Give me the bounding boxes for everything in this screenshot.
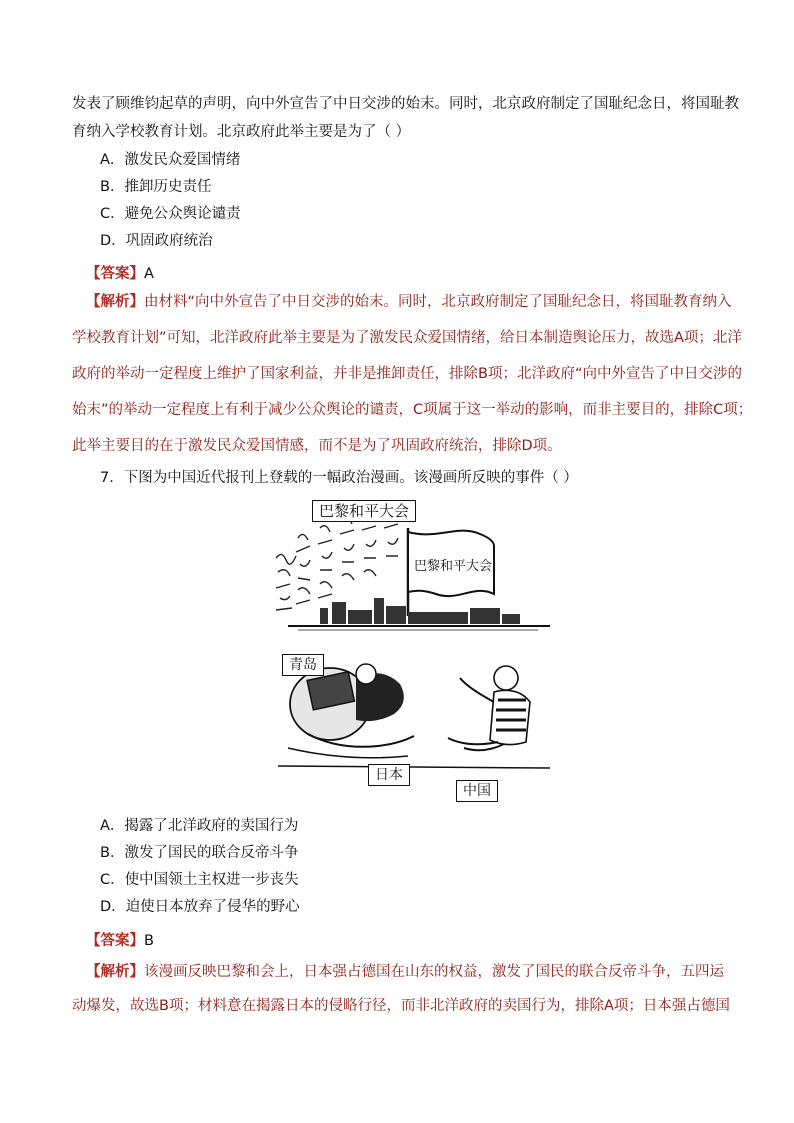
q6-analysis-line-1 xyxy=(86,292,732,312)
q7-option-b: B．激发了国民的联合反帝斗争 xyxy=(100,845,299,861)
q6-answer-label: 【答案】 xyxy=(86,266,144,282)
q7-analysis-label: 【解析】 xyxy=(86,964,144,980)
q6-option-c: C．避免公众舆论谴责 xyxy=(100,206,241,222)
q7-option-d: D．迫使日本放弃了侵华的野心 xyxy=(100,899,300,915)
china-figure xyxy=(448,666,530,750)
political-cartoon xyxy=(268,498,550,804)
label-qingdao: 青岛 xyxy=(282,654,324,676)
cartoon-drawing xyxy=(268,498,550,804)
city-skyline xyxy=(320,598,520,624)
q6-option-b: B．推卸历史责任 xyxy=(100,179,212,195)
q7-analysis-line-2: 动爆发，故选B项；材料意在揭露日本的侵略行径，而非北洋政府的卖国行为，排除A项；日本强占德国 xyxy=(72,998,730,1014)
q7-analysis-line-1 xyxy=(86,962,724,982)
q6-analysis-line-5: 此举主要目的在于激发民众爱国情感，而不是为了巩固政府统治，排除D项。 xyxy=(72,438,562,454)
label-paris-peace-conference: 巴黎和平大会 xyxy=(312,500,416,522)
q7-answer-value: B xyxy=(144,933,154,949)
q6-analysis-text-1: 由材料“向中外宣告了中日交涉的始末。同时，北京政府制定了国耻纪念日，将国耻教育纳入 xyxy=(144,294,732,310)
q6-option-a: A．激发民众爱国情绪 xyxy=(100,152,241,168)
q7-analysis-text-1: 该漫画反映巴黎和会上，日本强占德国在山东的权益，激发了国民的联合反帝斗争，五四运 xyxy=(144,964,724,980)
q6-answer xyxy=(86,264,154,284)
q7-answer-label: 【答案】 xyxy=(86,933,144,949)
q6-option-d: D．巩固政府统治 xyxy=(100,233,213,249)
q6-stem-line-2: 育纳入学校教育计划。北京政府此举主要是为了（ ） xyxy=(72,124,411,140)
q6-analysis-line-3: 政府的举动一定程度上维护了国家利益，并非是推卸责任，排除B项；北洋政府“向中外宣告了中日交涉的 xyxy=(72,366,742,382)
label-japan: 日本 xyxy=(368,764,410,786)
q6-analysis-line-4: 始末”的举动一定程度上有利于减少公众舆论的谴责，C项属于这一举动的影响，而非主要目的，排除C项； xyxy=(72,402,753,418)
q7-option-a: A．揭露了北洋政府的卖国行为 xyxy=(100,818,299,834)
q6-stem-line-1: 发表了顾维钧起草的声明，向中外宣告了中日交涉的始末。同时，北京政府制定了国耻纪念日，将国耻教 xyxy=(72,96,739,112)
flag-text: 巴黎和平大会 xyxy=(414,559,493,574)
q6-analysis-line-2: 学校教育计划”可知，北洋政府此举主要是为了激发民众爱国情绪，给日本制造舆论压力，故选A项；北洋 xyxy=(72,330,742,346)
handwritten-scribbles xyxy=(276,512,398,610)
q6-analysis-label: 【解析】 xyxy=(86,294,144,310)
q7-stem: 7．下图为中国近代报刊上登载的一幅政治漫画。该漫画所反映的事件（ ） xyxy=(100,470,578,486)
label-china: 中国 xyxy=(456,780,498,802)
q6-answer-value: A xyxy=(144,266,154,282)
q7-answer xyxy=(86,931,154,951)
q7-option-c: C．使中国领土主权进一步丧失 xyxy=(100,872,299,888)
japan-figure xyxy=(288,664,414,758)
